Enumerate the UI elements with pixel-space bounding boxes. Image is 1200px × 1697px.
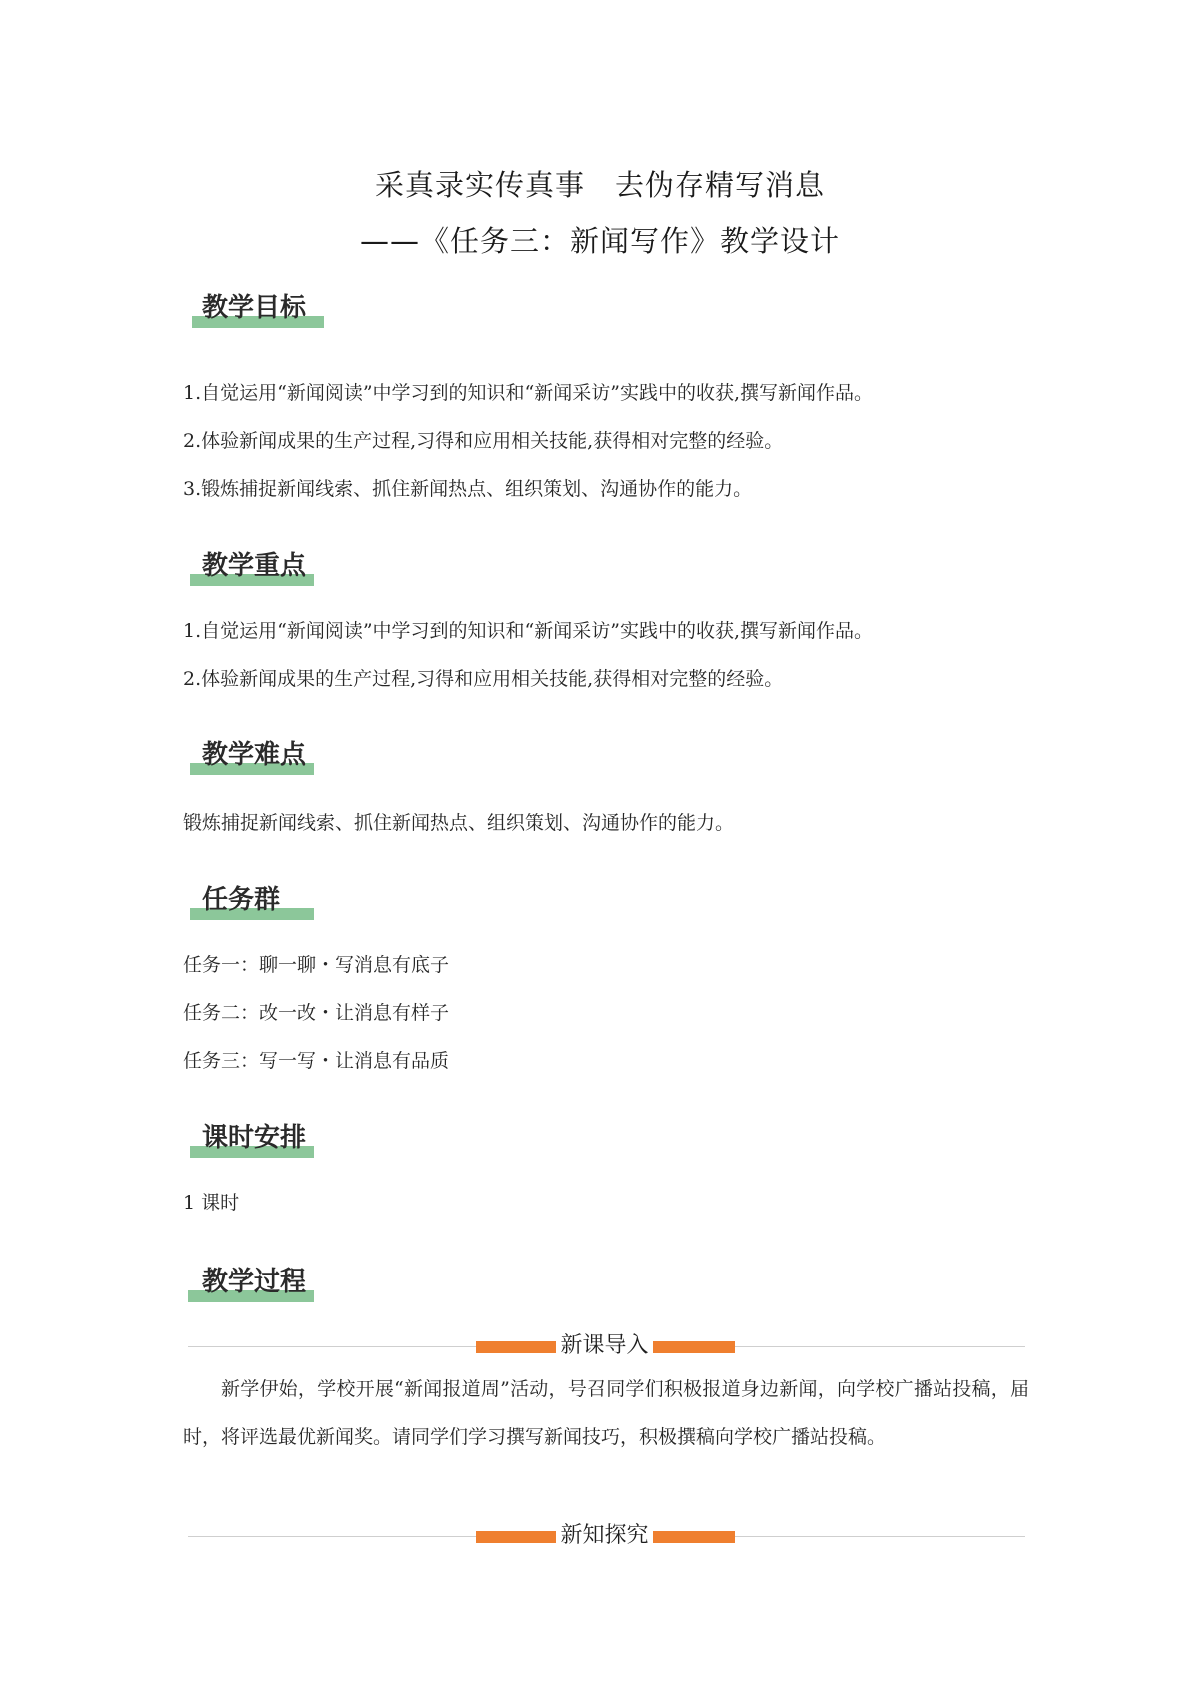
- divider-explore: [188, 1521, 1025, 1551]
- heading-text: 教学难点: [202, 740, 307, 770]
- divider-accent-left: [476, 1341, 556, 1353]
- divider-intro: [188, 1331, 1025, 1361]
- divider-label: 新课导入: [556, 1331, 653, 1361]
- divider-accent-right: [653, 1531, 735, 1543]
- title-part-2: 去伪存精写消息: [615, 168, 826, 202]
- heading-text: 教学目标: [202, 293, 307, 323]
- difficulty-item-1: 锻炼捕捉新闻线索、抓住新闻热点、组织策划、沟通协作的能力。: [183, 812, 735, 834]
- document-subtitle: ——《任务三：新闻写作》教学设计: [359, 224, 840, 258]
- task-item-2: 任务二：改一改・让消息有样子: [183, 1002, 450, 1024]
- divider-label: 新知探究: [556, 1521, 653, 1551]
- task-item-3: 任务三：写一写・让消息有品质: [183, 1050, 450, 1072]
- heading-text: 任务群: [202, 885, 281, 915]
- heading-text: 课时安排: [202, 1123, 307, 1153]
- schedule-item-1: 1 课时: [183, 1192, 240, 1214]
- document-title: [0, 163, 1200, 204]
- divider-accent-right: [653, 1341, 735, 1353]
- objective-item-1: 1.自觉运用“新闻阅读”中学习到的知识和“新闻采访”实践中的收获,撰写新闻作品。: [183, 382, 874, 404]
- task-item-1: 任务一：聊一聊・写消息有底子: [183, 954, 450, 976]
- key-point-item-1: 1.自觉运用“新闻阅读”中学习到的知识和“新闻采访”实践中的收获,撰写新闻作品。: [183, 620, 874, 642]
- objective-item-2: 2.体验新闻成果的生产过程,习得和应用相关技能,获得相对完整的经验。: [183, 430, 784, 452]
- key-point-item-2: 2.体验新闻成果的生产过程,习得和应用相关技能,获得相对完整的经验。: [183, 668, 784, 690]
- heading-text: 教学过程: [202, 1267, 307, 1297]
- objective-item-3: 3.锻炼捕捉新闻线索、抓住新闻热点、组织策划、沟通协作的能力。: [183, 478, 753, 500]
- title-part-1: 采真录实传真事: [374, 168, 585, 202]
- divider-accent-left: [476, 1531, 556, 1543]
- intro-paragraph: 新学伊始，学校开展“新闻报道周”活动，号召同学们积极报道身边新闻，向学校广播站投稿，届时，将评选最优新闻奖。请同学们学习撰写新闻技巧，积极撰稿向学校广播站投稿。: [183, 1378, 1029, 1448]
- heading-text: 教学重点: [202, 551, 307, 581]
